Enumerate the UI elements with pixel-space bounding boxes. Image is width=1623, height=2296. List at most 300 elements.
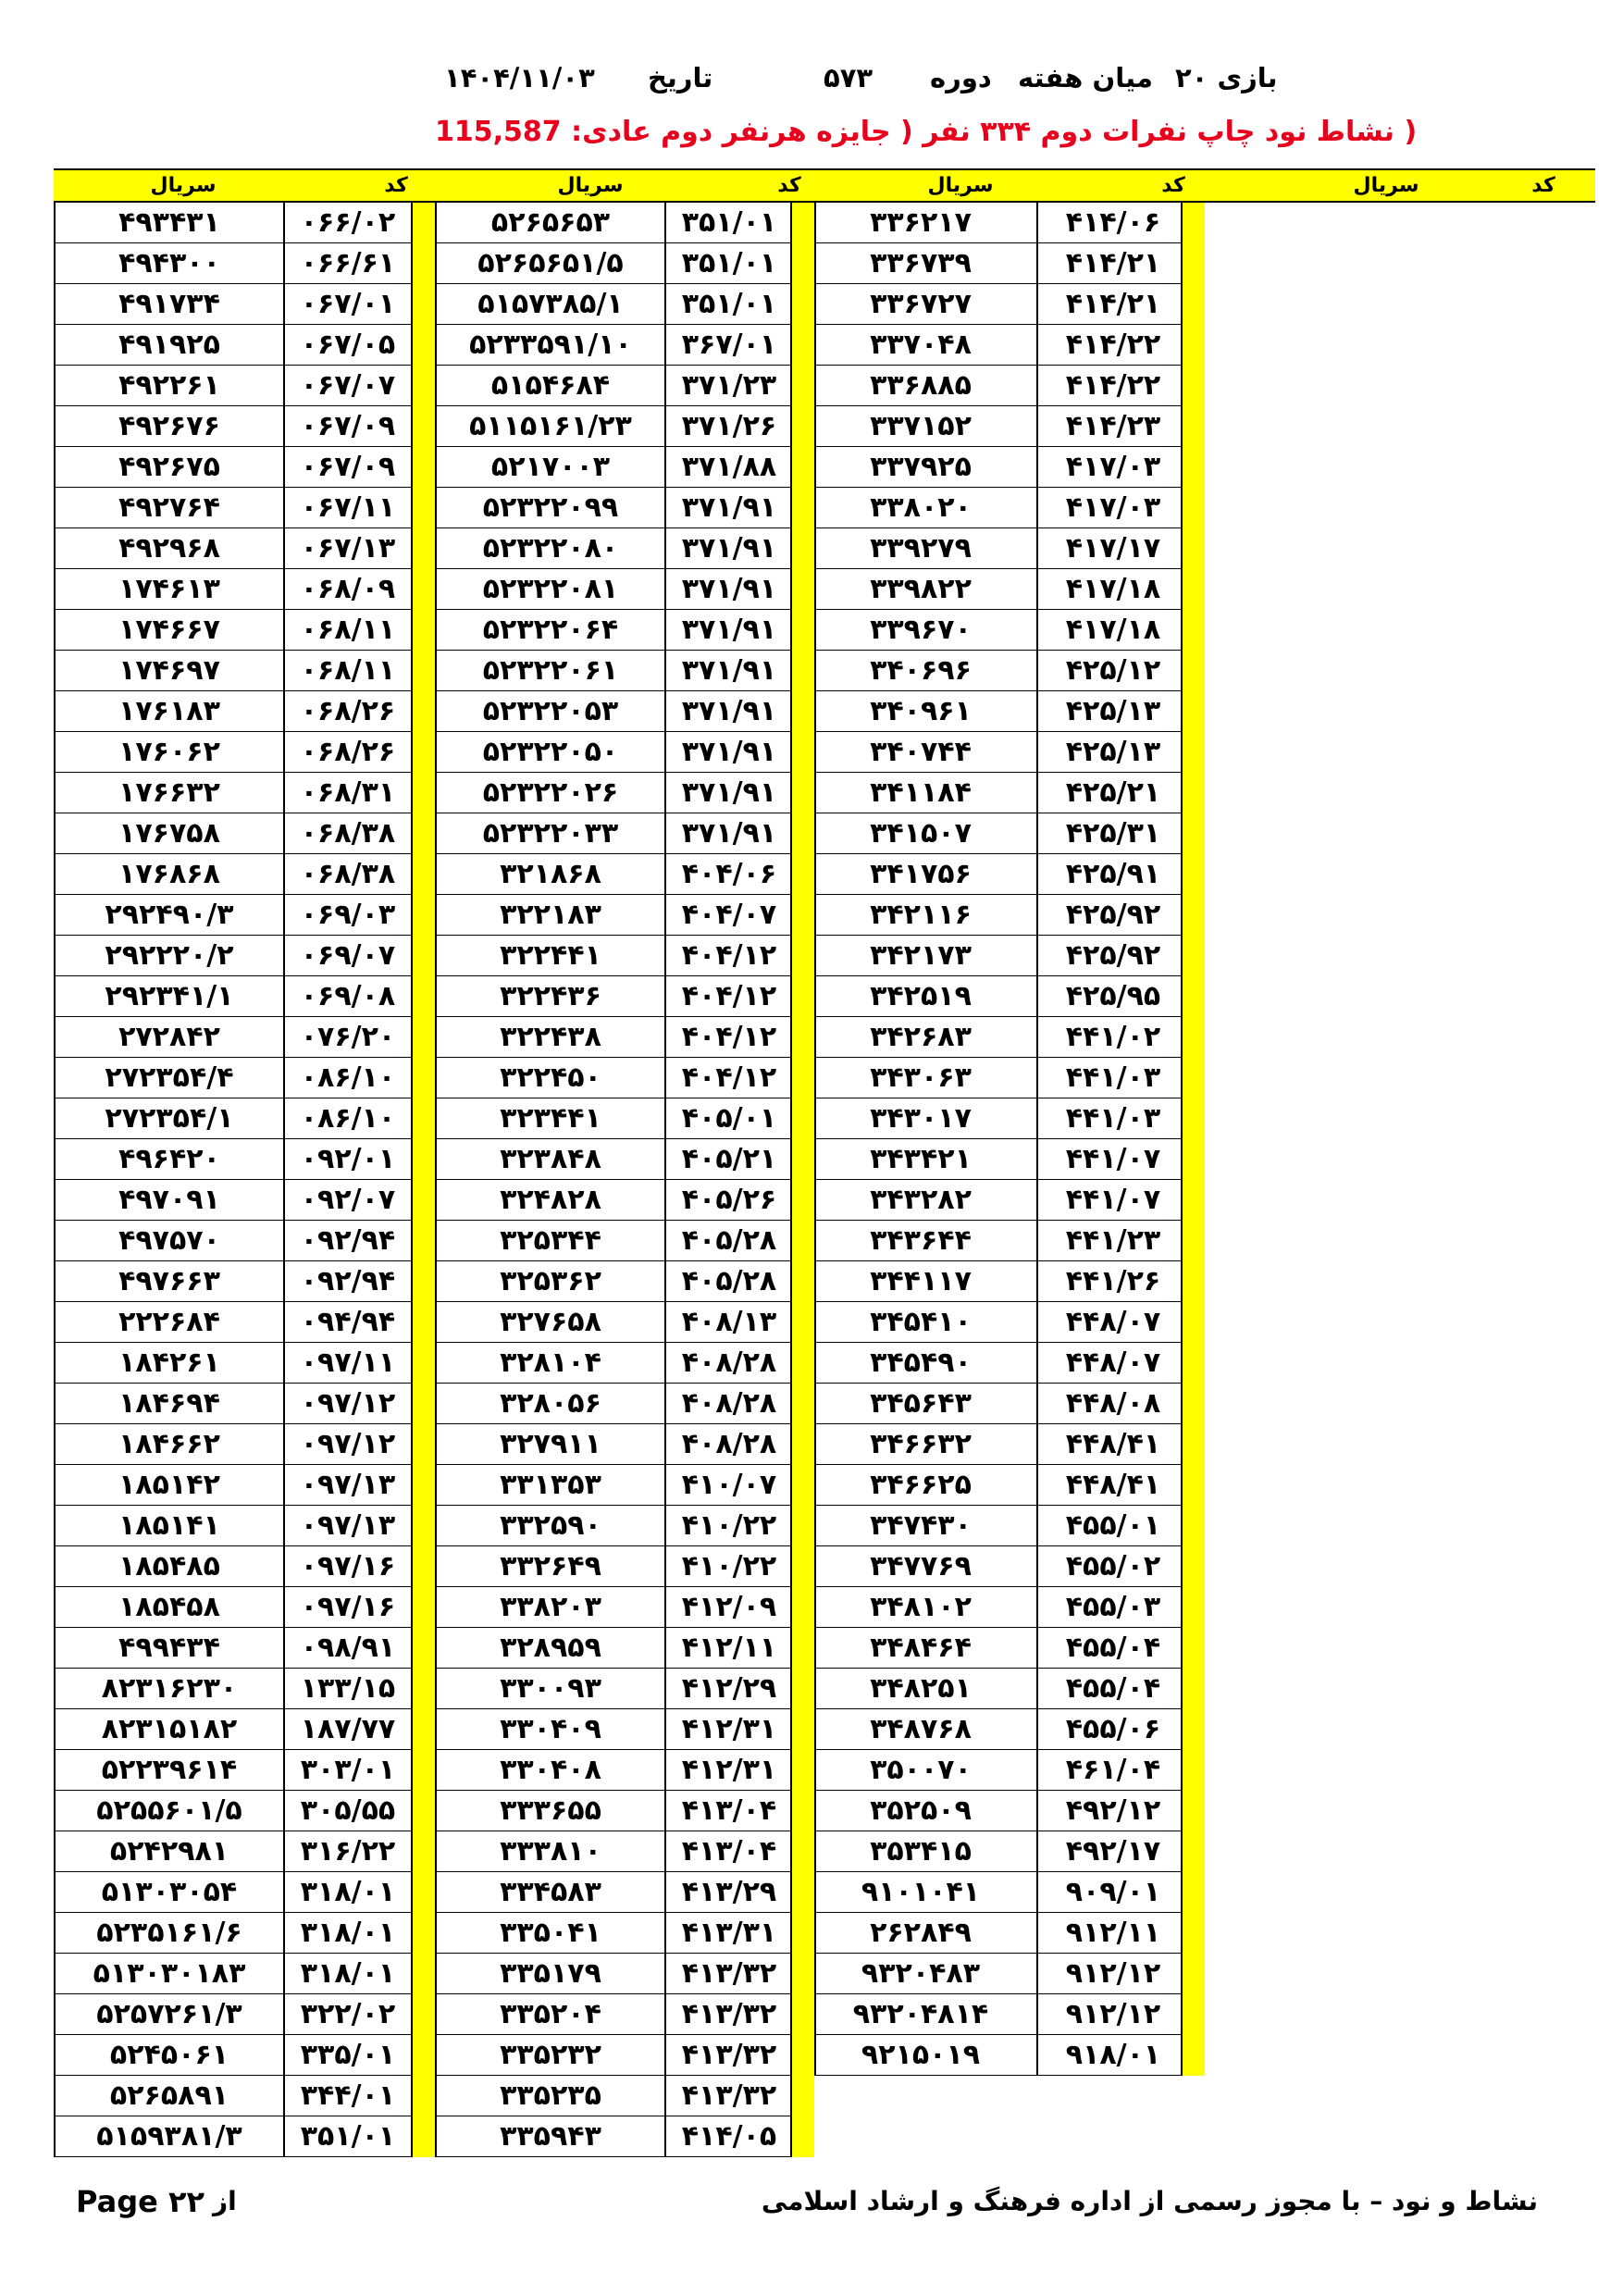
code-cell: ۴۴۸/۴۱ bbox=[1065, 1428, 1161, 1460]
serial-cell: ۵۲۴۵۰۶۱ bbox=[109, 2039, 229, 2071]
code-cell: ۰۸۶/۱۰ bbox=[300, 1061, 396, 1094]
serial-cell: ۱۷۶۶۳۲ bbox=[118, 776, 220, 809]
code-cell: ۴۵۵/۰۶ bbox=[1065, 1713, 1161, 1745]
serial-cell: ۴۹۲۶۷۵ bbox=[118, 451, 220, 483]
serial-cell: ۳۴۷۷۶۹ bbox=[870, 1550, 972, 1582]
round-number: ۵۷۳ bbox=[824, 62, 873, 93]
table-row bbox=[814, 488, 1199, 528]
serial-cell: ۳۳۱۳۵۳ bbox=[500, 1469, 601, 1501]
table-row bbox=[814, 1302, 1199, 1343]
table-row bbox=[54, 2076, 435, 2116]
serial-cell: ۴۹۷۵۷۰ bbox=[118, 1224, 220, 1257]
table-row bbox=[54, 325, 435, 366]
table-row bbox=[814, 1139, 1199, 1180]
table-row bbox=[814, 406, 1199, 447]
code-cell: ۴۴۱/۰۲ bbox=[1065, 1021, 1161, 1053]
table-row bbox=[814, 936, 1199, 976]
table-row bbox=[54, 651, 435, 691]
serial-cell: ۳۴۳۰۶۳ bbox=[870, 1061, 972, 1094]
serial-cell: ۲۷۲۳۵۴/۴ bbox=[105, 1061, 234, 1094]
serial-cell: ۳۴۲۱۱۶ bbox=[870, 899, 972, 931]
serial-cell: ۱۷۶۰۶۲ bbox=[118, 736, 220, 768]
code-cell: ۴۲۵/۱۳ bbox=[1065, 736, 1161, 768]
table-row bbox=[814, 1506, 1199, 1546]
serial-cell: ۳۲۵۳۶۲ bbox=[500, 1265, 601, 1297]
serial-cell: ۳۵۰۰۷۰ bbox=[870, 1754, 972, 1786]
serial-cell: ۳۳۰۴۰۹ bbox=[500, 1713, 601, 1745]
serial-cell: ۱۸۴۲۶۱ bbox=[118, 1347, 220, 1379]
game-label: ۲۰ بازی bbox=[1175, 62, 1278, 93]
serial-cell: ۳۲۳۸۴۸ bbox=[500, 1143, 601, 1175]
table-row bbox=[435, 732, 814, 773]
code-cell: ۴۹۲/۱۲ bbox=[1065, 1794, 1161, 1827]
serial-cell: ۲۲۲۶۸۴ bbox=[118, 1306, 220, 1338]
serial-cell: ۵۲۳۵۱۶۱/۶ bbox=[96, 1917, 242, 1949]
serial-cell: ۱۸۵۱۴۲ bbox=[118, 1469, 220, 1501]
table-row bbox=[54, 1261, 435, 1302]
table-row bbox=[54, 1954, 435, 1994]
serial-cell: ۴۹۱۹۲۵ bbox=[118, 329, 220, 361]
serial-cell: ۳۴۸۲۵۱ bbox=[870, 1672, 972, 1705]
serial-cell: ۲۹۲۲۲۰/۲ bbox=[105, 939, 234, 972]
code-cell: ۹۱۲/۱۲ bbox=[1065, 1998, 1161, 2030]
serial-cell: ۳۴۲۱۷۳ bbox=[870, 939, 972, 972]
code-cell: ۴۱۴/۲۲ bbox=[1065, 329, 1161, 361]
serial-cell: ۳۳۰۴۰۸ bbox=[500, 1754, 601, 1786]
table-row bbox=[435, 1017, 814, 1058]
table-row bbox=[54, 976, 435, 1017]
code-cell: ۳۴۴/۰۱ bbox=[300, 2079, 396, 2112]
serial-cell: ۳۳۹۲۷۹ bbox=[870, 532, 972, 565]
table-row bbox=[54, 1017, 435, 1058]
code-cell: ۰۶۸/۲۶ bbox=[300, 736, 396, 768]
table-row bbox=[54, 1424, 435, 1465]
code-cell: ۴۱۰/۰۷ bbox=[681, 1469, 777, 1501]
table-row bbox=[435, 488, 814, 528]
serial-cell: ۳۳۵۲۳۲ bbox=[500, 2039, 601, 2071]
code-cell: ۰۶۸/۱۱ bbox=[300, 654, 396, 687]
serial-cell: ۲۷۲۸۴۲ bbox=[118, 1021, 220, 1053]
code-cell: ۴۴۸/۰۷ bbox=[1065, 1306, 1161, 1338]
serial-cell: ۳۴۸۷۶۸ bbox=[870, 1713, 972, 1745]
code-cell: ۳۷۱/۲۶ bbox=[681, 410, 777, 442]
code-cell: ۳۷۱/۹۱ bbox=[681, 491, 777, 524]
serial-cell: ۵۲۳۲۲۰۸۱ bbox=[482, 573, 619, 605]
table-row bbox=[814, 1994, 1199, 2035]
code-cell: ۴۱۲/۱۱ bbox=[681, 1632, 777, 1664]
serial-cell: ۳۳۸۲۰۳ bbox=[500, 1591, 601, 1623]
serial-cell: ۳۳۲۶۴۹ bbox=[500, 1550, 601, 1582]
serial-cell: ۳۳۶۷۳۹ bbox=[870, 247, 972, 279]
serial-cell: ۲۶۲۸۴۹ bbox=[870, 1917, 972, 1949]
code-cell: ۹۱۸/۰۱ bbox=[1065, 2039, 1161, 2071]
table-row bbox=[54, 488, 435, 528]
serial-cell: ۱۷۶۷۵۸ bbox=[118, 817, 220, 850]
code-cell: ۰۶۷/۰۷ bbox=[300, 369, 396, 402]
code-cell: ۳۶۷/۰۱ bbox=[681, 329, 777, 361]
code-cell: ۴۱۴/۲۳ bbox=[1065, 410, 1161, 442]
table-row bbox=[814, 569, 1199, 610]
serial-cell: ۳۴۰۷۴۴ bbox=[870, 736, 972, 768]
serial-cell: ۳۳۳۶۵۵ bbox=[500, 1794, 601, 1827]
code-cell: ۴۲۵/۱۳ bbox=[1065, 695, 1161, 727]
table-row bbox=[435, 895, 814, 936]
code-cell: ۳۷۱/۹۱ bbox=[681, 736, 777, 768]
serial-cell: ۳۴۲۶۸۳ bbox=[870, 1021, 972, 1053]
serial-cell: ۳۵۳۴۱۵ bbox=[870, 1835, 972, 1868]
code-cell: ۴۱۳/۰۴ bbox=[681, 1835, 777, 1868]
code-cell: ۴۲۵/۲۱ bbox=[1065, 776, 1161, 809]
table-row bbox=[814, 325, 1199, 366]
table-row bbox=[435, 1872, 814, 1913]
table-row bbox=[54, 1669, 435, 1709]
serial-cell: ۱۸۵۱۴۱ bbox=[118, 1509, 220, 1542]
table-row bbox=[435, 854, 814, 895]
code-cell: ۴۴۸/۰۷ bbox=[1065, 1347, 1161, 1379]
serial-cell: ۴۹۱۷۳۴ bbox=[118, 288, 220, 320]
footer-license: نشاط و نود – با مجوز رسمی از اداره فرهنگ و ارشاد اسلامی bbox=[761, 2186, 1538, 2216]
code-cell: ۰۷۶/۲۰ bbox=[300, 1021, 396, 1053]
serial-cell: ۳۴۶۶۲۵ bbox=[870, 1469, 972, 1501]
table-row bbox=[54, 1098, 435, 1139]
code-cell: ۰۶۷/۰۱ bbox=[300, 288, 396, 320]
serial-cell: ۴۹۷۶۶۳ bbox=[118, 1265, 220, 1297]
code-cell: ۰۶۶/۰۲ bbox=[300, 206, 396, 239]
serial-cell: ۳۴۲۵۱۹ bbox=[870, 980, 972, 1012]
serial-cell: ۵۲۵۷۲۶۱/۳ bbox=[96, 1998, 242, 2030]
table-row bbox=[435, 610, 814, 651]
yellow-separator-strip bbox=[411, 203, 435, 2157]
serial-cell: ۱۷۴۶۹۷ bbox=[118, 654, 220, 687]
serial-cell: ۴۹۲۲۶۱ bbox=[118, 369, 220, 402]
code-cell: ۴۰۴/۰۷ bbox=[681, 899, 777, 931]
code-cell: ۴۰۴/۱۲ bbox=[681, 1021, 777, 1053]
table-row bbox=[435, 1994, 814, 2035]
serial-cell: ۳۴۱۷۵۶ bbox=[870, 858, 972, 890]
serial-cell: ۳۴۰۹۶۱ bbox=[870, 695, 972, 727]
table-row bbox=[54, 1343, 435, 1384]
code-cell: ۳۱۶/۲۲ bbox=[300, 1835, 396, 1868]
table-row bbox=[54, 610, 435, 651]
serial-cell: ۵۱۵۷۳۸۵/۱ bbox=[477, 288, 624, 320]
code-cell: ۴۰۴/۱۲ bbox=[681, 939, 777, 972]
table-row bbox=[54, 1506, 435, 1546]
code-cell: ۰۶۶/۶۱ bbox=[300, 247, 396, 279]
table-row bbox=[54, 1546, 435, 1587]
serial-cell: ۹۳۲۰۴۸۱۴ bbox=[852, 1998, 989, 2030]
table-row bbox=[435, 1954, 814, 1994]
serial-cell: ۱۷۶۸۶۸ bbox=[118, 858, 220, 890]
serial-cell: ۵۱۵۴۶۸۴ bbox=[490, 369, 611, 402]
code-cell: ۳۱۸/۰۱ bbox=[300, 1917, 396, 1949]
serial-cell: ۵۲۶۵۶۵۳ bbox=[490, 206, 611, 239]
table-row bbox=[814, 773, 1199, 813]
table-row bbox=[814, 1465, 1199, 1506]
table-row bbox=[54, 1750, 435, 1791]
code-cell: ۴۱۳/۳۱ bbox=[681, 1917, 777, 1949]
serial-cell: ۳۴۳۲۸۲ bbox=[870, 1184, 972, 1216]
col-header-serial: سریال bbox=[557, 174, 624, 197]
serial-cell: ۳۳۵۲۳۵ bbox=[500, 2079, 601, 2112]
serial-cell: ۵۲۶۵۸۹۱ bbox=[109, 2079, 229, 2112]
code-cell: ۴۱۳/۲۹ bbox=[681, 1876, 777, 1908]
code-cell: ۴۵۵/۰۳ bbox=[1065, 1591, 1161, 1623]
footer-of: از bbox=[213, 2186, 237, 2216]
serial-cell: ۵۲۳۲۲۰۶۴ bbox=[482, 614, 619, 646]
table-row bbox=[435, 1913, 814, 1954]
table-row bbox=[435, 1343, 814, 1384]
code-cell: ۴۴۱/۰۳ bbox=[1065, 1102, 1161, 1135]
code-cell: ۴۱۲/۲۹ bbox=[681, 1672, 777, 1705]
table-row bbox=[814, 691, 1199, 732]
serial-cell: ۲۹۲۴۹۰/۳ bbox=[105, 899, 234, 931]
code-cell: ۰۹۲/۹۴ bbox=[300, 1224, 396, 1257]
code-cell: ۰۶۷/۰۵ bbox=[300, 329, 396, 361]
serial-cell: ۴۹۲۷۶۴ bbox=[118, 491, 220, 524]
table-row bbox=[54, 1058, 435, 1098]
serial-cell: ۳۴۳۶۴۴ bbox=[870, 1224, 972, 1257]
code-cell: ۱۸۷/۷۷ bbox=[300, 1713, 396, 1745]
code-cell: ۳۰۳/۰۱ bbox=[300, 1754, 396, 1786]
serial-cell: ۳۲۲۴۳۸ bbox=[500, 1021, 601, 1053]
table-group-1 bbox=[814, 203, 1199, 2076]
yellow-separator-strip bbox=[790, 203, 814, 2157]
serial-cell: ۳۲۷۶۵۸ bbox=[500, 1306, 601, 1338]
code-cell: ۰۹۸/۹۱ bbox=[300, 1632, 396, 1664]
col-header-code: کد bbox=[1531, 174, 1555, 197]
serial-cell: ۳۴۷۴۳۰ bbox=[870, 1509, 972, 1542]
code-cell: ۰۹۲/۹۴ bbox=[300, 1265, 396, 1297]
code-cell: ۳۷۱/۲۳ bbox=[681, 369, 777, 402]
serial-cell: ۳۴۵۴۹۰ bbox=[870, 1347, 972, 1379]
table-row bbox=[814, 284, 1199, 325]
table-row bbox=[814, 1954, 1199, 1994]
code-cell: ۱۳۳/۱۵ bbox=[300, 1672, 396, 1705]
table-row bbox=[814, 1669, 1199, 1709]
code-cell: ۴۰۴/۱۲ bbox=[681, 1061, 777, 1094]
table-row bbox=[435, 1465, 814, 1506]
serial-cell: ۵۲۳۲۲۰۲۶ bbox=[482, 776, 619, 809]
code-cell: ۴۰۵/۲۱ bbox=[681, 1143, 777, 1175]
table-row bbox=[814, 1343, 1199, 1384]
serial-cell: ۳۴۳۰۱۷ bbox=[870, 1102, 972, 1135]
code-cell: ۰۹۷/۱۳ bbox=[300, 1509, 396, 1542]
table-row bbox=[435, 813, 814, 854]
table-row bbox=[435, 1546, 814, 1587]
table-row bbox=[435, 1709, 814, 1750]
table-row bbox=[435, 203, 814, 243]
serial-cell: ۳۳۶۷۲۷ bbox=[870, 288, 972, 320]
code-cell: ۴۱۳/۳۲ bbox=[681, 2039, 777, 2071]
serial-cell: ۵۲۳۳۵۹۱/۱۰ bbox=[469, 329, 632, 361]
serial-cell: ۳۴۳۴۲۱ bbox=[870, 1143, 972, 1175]
serial-cell: ۱۸۴۶۶۲ bbox=[118, 1428, 220, 1460]
round-label: دوره bbox=[930, 62, 992, 93]
code-cell: ۰۶۸/۳۸ bbox=[300, 817, 396, 850]
code-cell: ۴۰۵/۲۸ bbox=[681, 1224, 777, 1257]
table-row bbox=[54, 1994, 435, 2035]
code-cell: ۴۲۵/۹۵ bbox=[1065, 980, 1161, 1012]
table-row bbox=[435, 406, 814, 447]
draw-date: ۱۴۰۴/۱۱/۰۳ bbox=[444, 62, 595, 93]
code-cell: ۴۱۴/۰۶ bbox=[1065, 206, 1161, 239]
code-cell: ۴۲۵/۳۱ bbox=[1065, 817, 1161, 850]
serial-cell: ۵۱۱۵۱۶۱/۲۳ bbox=[469, 410, 632, 442]
code-cell: ۳۷۱/۹۱ bbox=[681, 817, 777, 850]
table-row bbox=[435, 1180, 814, 1221]
table-row bbox=[814, 610, 1199, 651]
code-cell: ۴۴۱/۰۳ bbox=[1065, 1061, 1161, 1094]
serial-cell: ۱۷۴۶۶۷ bbox=[118, 614, 220, 646]
serial-cell: ۵۲۳۲۲۰۳۳ bbox=[482, 817, 619, 850]
code-cell: ۰۶۸/۱۱ bbox=[300, 614, 396, 646]
serial-cell: ۱۷۴۶۱۳ bbox=[118, 573, 220, 605]
table-row bbox=[435, 691, 814, 732]
code-cell: ۰۶۹/۰۸ bbox=[300, 980, 396, 1012]
table-row bbox=[54, 773, 435, 813]
table-row bbox=[54, 406, 435, 447]
table-row bbox=[54, 936, 435, 976]
table-row bbox=[814, 1791, 1199, 1831]
serial-cell: ۳۳۵۰۴۱ bbox=[500, 1917, 601, 1949]
code-cell: ۰۶۷/۱۱ bbox=[300, 491, 396, 524]
serial-cell: ۳۴۴۱۱۷ bbox=[870, 1265, 972, 1297]
code-cell: ۰۶۸/۳۱ bbox=[300, 776, 396, 809]
serial-cell: ۵۲۴۲۹۸۱ bbox=[109, 1835, 229, 1868]
serial-cell: ۳۲۳۴۴۱ bbox=[500, 1102, 601, 1135]
table-row bbox=[435, 1750, 814, 1791]
table-row bbox=[814, 528, 1199, 569]
serial-cell: ۳۴۵۶۴۳ bbox=[870, 1387, 972, 1420]
table-row bbox=[435, 1791, 814, 1831]
column-header-bar bbox=[54, 168, 1595, 203]
table-row bbox=[54, 1384, 435, 1424]
code-cell: ۴۵۵/۰۲ bbox=[1065, 1550, 1161, 1582]
table-row bbox=[814, 1750, 1199, 1791]
serial-cell: ۳۳۵۱۷۹ bbox=[500, 1957, 601, 1990]
code-cell: ۰۹۷/۱۶ bbox=[300, 1550, 396, 1582]
serial-cell: ۵۱۵۹۳۸۱/۳ bbox=[96, 2120, 242, 2153]
code-cell: ۴۵۵/۰۱ bbox=[1065, 1509, 1161, 1542]
table-row bbox=[435, 1098, 814, 1139]
table-row bbox=[435, 447, 814, 488]
serial-cell: ۳۳۶۲۱۷ bbox=[870, 206, 972, 239]
code-cell: ۰۶۸/۰۹ bbox=[300, 573, 396, 605]
table-row bbox=[54, 2035, 435, 2076]
serial-cell: ۳۳۷۰۴۸ bbox=[870, 329, 972, 361]
code-cell: ۰۶۷/۰۹ bbox=[300, 410, 396, 442]
table-row bbox=[435, 2116, 814, 2157]
code-cell: ۴۱۰/۲۲ bbox=[681, 1550, 777, 1582]
code-cell: ۴۱۳/۳۲ bbox=[681, 2079, 777, 2112]
code-cell: ۴۲۵/۹۲ bbox=[1065, 899, 1161, 931]
date-label: تاریخ bbox=[648, 62, 713, 93]
serial-cell: ۱۸۵۴۵۸ bbox=[118, 1591, 220, 1623]
code-cell: ۴۹۲/۱۷ bbox=[1065, 1835, 1161, 1868]
code-cell: ۴۶۱/۰۴ bbox=[1065, 1754, 1161, 1786]
table-row bbox=[435, 1221, 814, 1261]
table-row bbox=[435, 1628, 814, 1669]
table-row bbox=[435, 243, 814, 284]
code-cell: ۰۹۷/۱۶ bbox=[300, 1591, 396, 1623]
table-row bbox=[54, 447, 435, 488]
table-row bbox=[435, 1506, 814, 1546]
code-cell: ۴۲۵/۱۲ bbox=[1065, 654, 1161, 687]
table-row bbox=[54, 895, 435, 936]
table-row bbox=[54, 813, 435, 854]
table-row bbox=[814, 1261, 1199, 1302]
code-cell: ۴۰۸/۲۸ bbox=[681, 1347, 777, 1379]
serial-cell: ۳۲۲۱۸۳ bbox=[500, 899, 601, 931]
col-header-serial: سریال bbox=[150, 174, 217, 197]
serial-cell: ۳۳۷۱۵۲ bbox=[870, 410, 972, 442]
code-cell: ۴۱۷/۱۸ bbox=[1065, 573, 1161, 605]
code-cell: ۴۰۸/۲۸ bbox=[681, 1387, 777, 1420]
code-cell: ۴۱۴/۲۱ bbox=[1065, 288, 1161, 320]
yellow-separator-strip bbox=[1181, 203, 1205, 2076]
code-cell: ۳۵۱/۰۱ bbox=[681, 206, 777, 239]
code-cell: ۴۲۵/۹۱ bbox=[1065, 858, 1161, 890]
code-cell: ۰۶۹/۰۳ bbox=[300, 899, 396, 931]
table-row bbox=[435, 1261, 814, 1302]
table-row bbox=[814, 854, 1199, 895]
table-row bbox=[435, 1424, 814, 1465]
table-row bbox=[435, 1831, 814, 1872]
table-row bbox=[54, 1587, 435, 1628]
table-row bbox=[54, 2116, 435, 2157]
serial-cell: ۵۲۳۲۲۰۹۹ bbox=[482, 491, 619, 524]
table-row bbox=[54, 1628, 435, 1669]
code-cell: ۳۳۵/۰۱ bbox=[300, 2039, 396, 2071]
code-cell: ۰۶۸/۳۸ bbox=[300, 858, 396, 890]
code-cell: ۳۷۱/۹۱ bbox=[681, 654, 777, 687]
code-cell: ۰۹۲/۰۷ bbox=[300, 1184, 396, 1216]
table-row bbox=[435, 1058, 814, 1098]
code-cell: ۳۷۱/۹۱ bbox=[681, 614, 777, 646]
table-row bbox=[814, 1098, 1199, 1139]
table-row bbox=[435, 2076, 814, 2116]
footer-page-number: Page ۲۲ bbox=[76, 2184, 204, 2219]
serial-cell: ۳۳۸۰۲۰ bbox=[870, 491, 972, 524]
code-cell: ۳۰۵/۵۵ bbox=[300, 1794, 396, 1827]
table-row bbox=[54, 284, 435, 325]
code-cell: ۴۰۵/۰۱ bbox=[681, 1102, 777, 1135]
serial-cell: ۳۴۵۴۱۰ bbox=[870, 1306, 972, 1338]
serial-cell: ۲۷۲۳۵۴/۱ bbox=[105, 1102, 234, 1135]
table-row bbox=[54, 1221, 435, 1261]
code-cell: ۴۰۵/۲۸ bbox=[681, 1265, 777, 1297]
serial-cell: ۵۲۵۵۶۰۱/۵ bbox=[96, 1794, 242, 1827]
table-row bbox=[54, 366, 435, 406]
table-group-2 bbox=[435, 203, 814, 2157]
table-row bbox=[54, 1139, 435, 1180]
code-cell: ۳۷۱/۹۱ bbox=[681, 573, 777, 605]
code-cell: ۴۱۰/۲۲ bbox=[681, 1509, 777, 1542]
table-row bbox=[435, 284, 814, 325]
week-label: میان هفته bbox=[1018, 62, 1153, 93]
table-row bbox=[814, 1017, 1199, 1058]
code-cell: ۹۱۲/۱۲ bbox=[1065, 1957, 1161, 1990]
serial-cell: ۴۹۹۴۳۴ bbox=[118, 1632, 220, 1664]
serial-cell: ۳۳۳۸۱۰ bbox=[500, 1835, 601, 1868]
table-row bbox=[814, 203, 1199, 243]
serial-cell: ۵۲۳۲۲۰۶۱ bbox=[482, 654, 619, 687]
code-cell: ۳۱۸/۰۱ bbox=[300, 1876, 396, 1908]
serial-cell: ۳۲۵۳۴۴ bbox=[500, 1224, 601, 1257]
col-header-code: کد bbox=[384, 174, 408, 197]
col-header-code: کد bbox=[1161, 174, 1185, 197]
table-row bbox=[435, 1384, 814, 1424]
